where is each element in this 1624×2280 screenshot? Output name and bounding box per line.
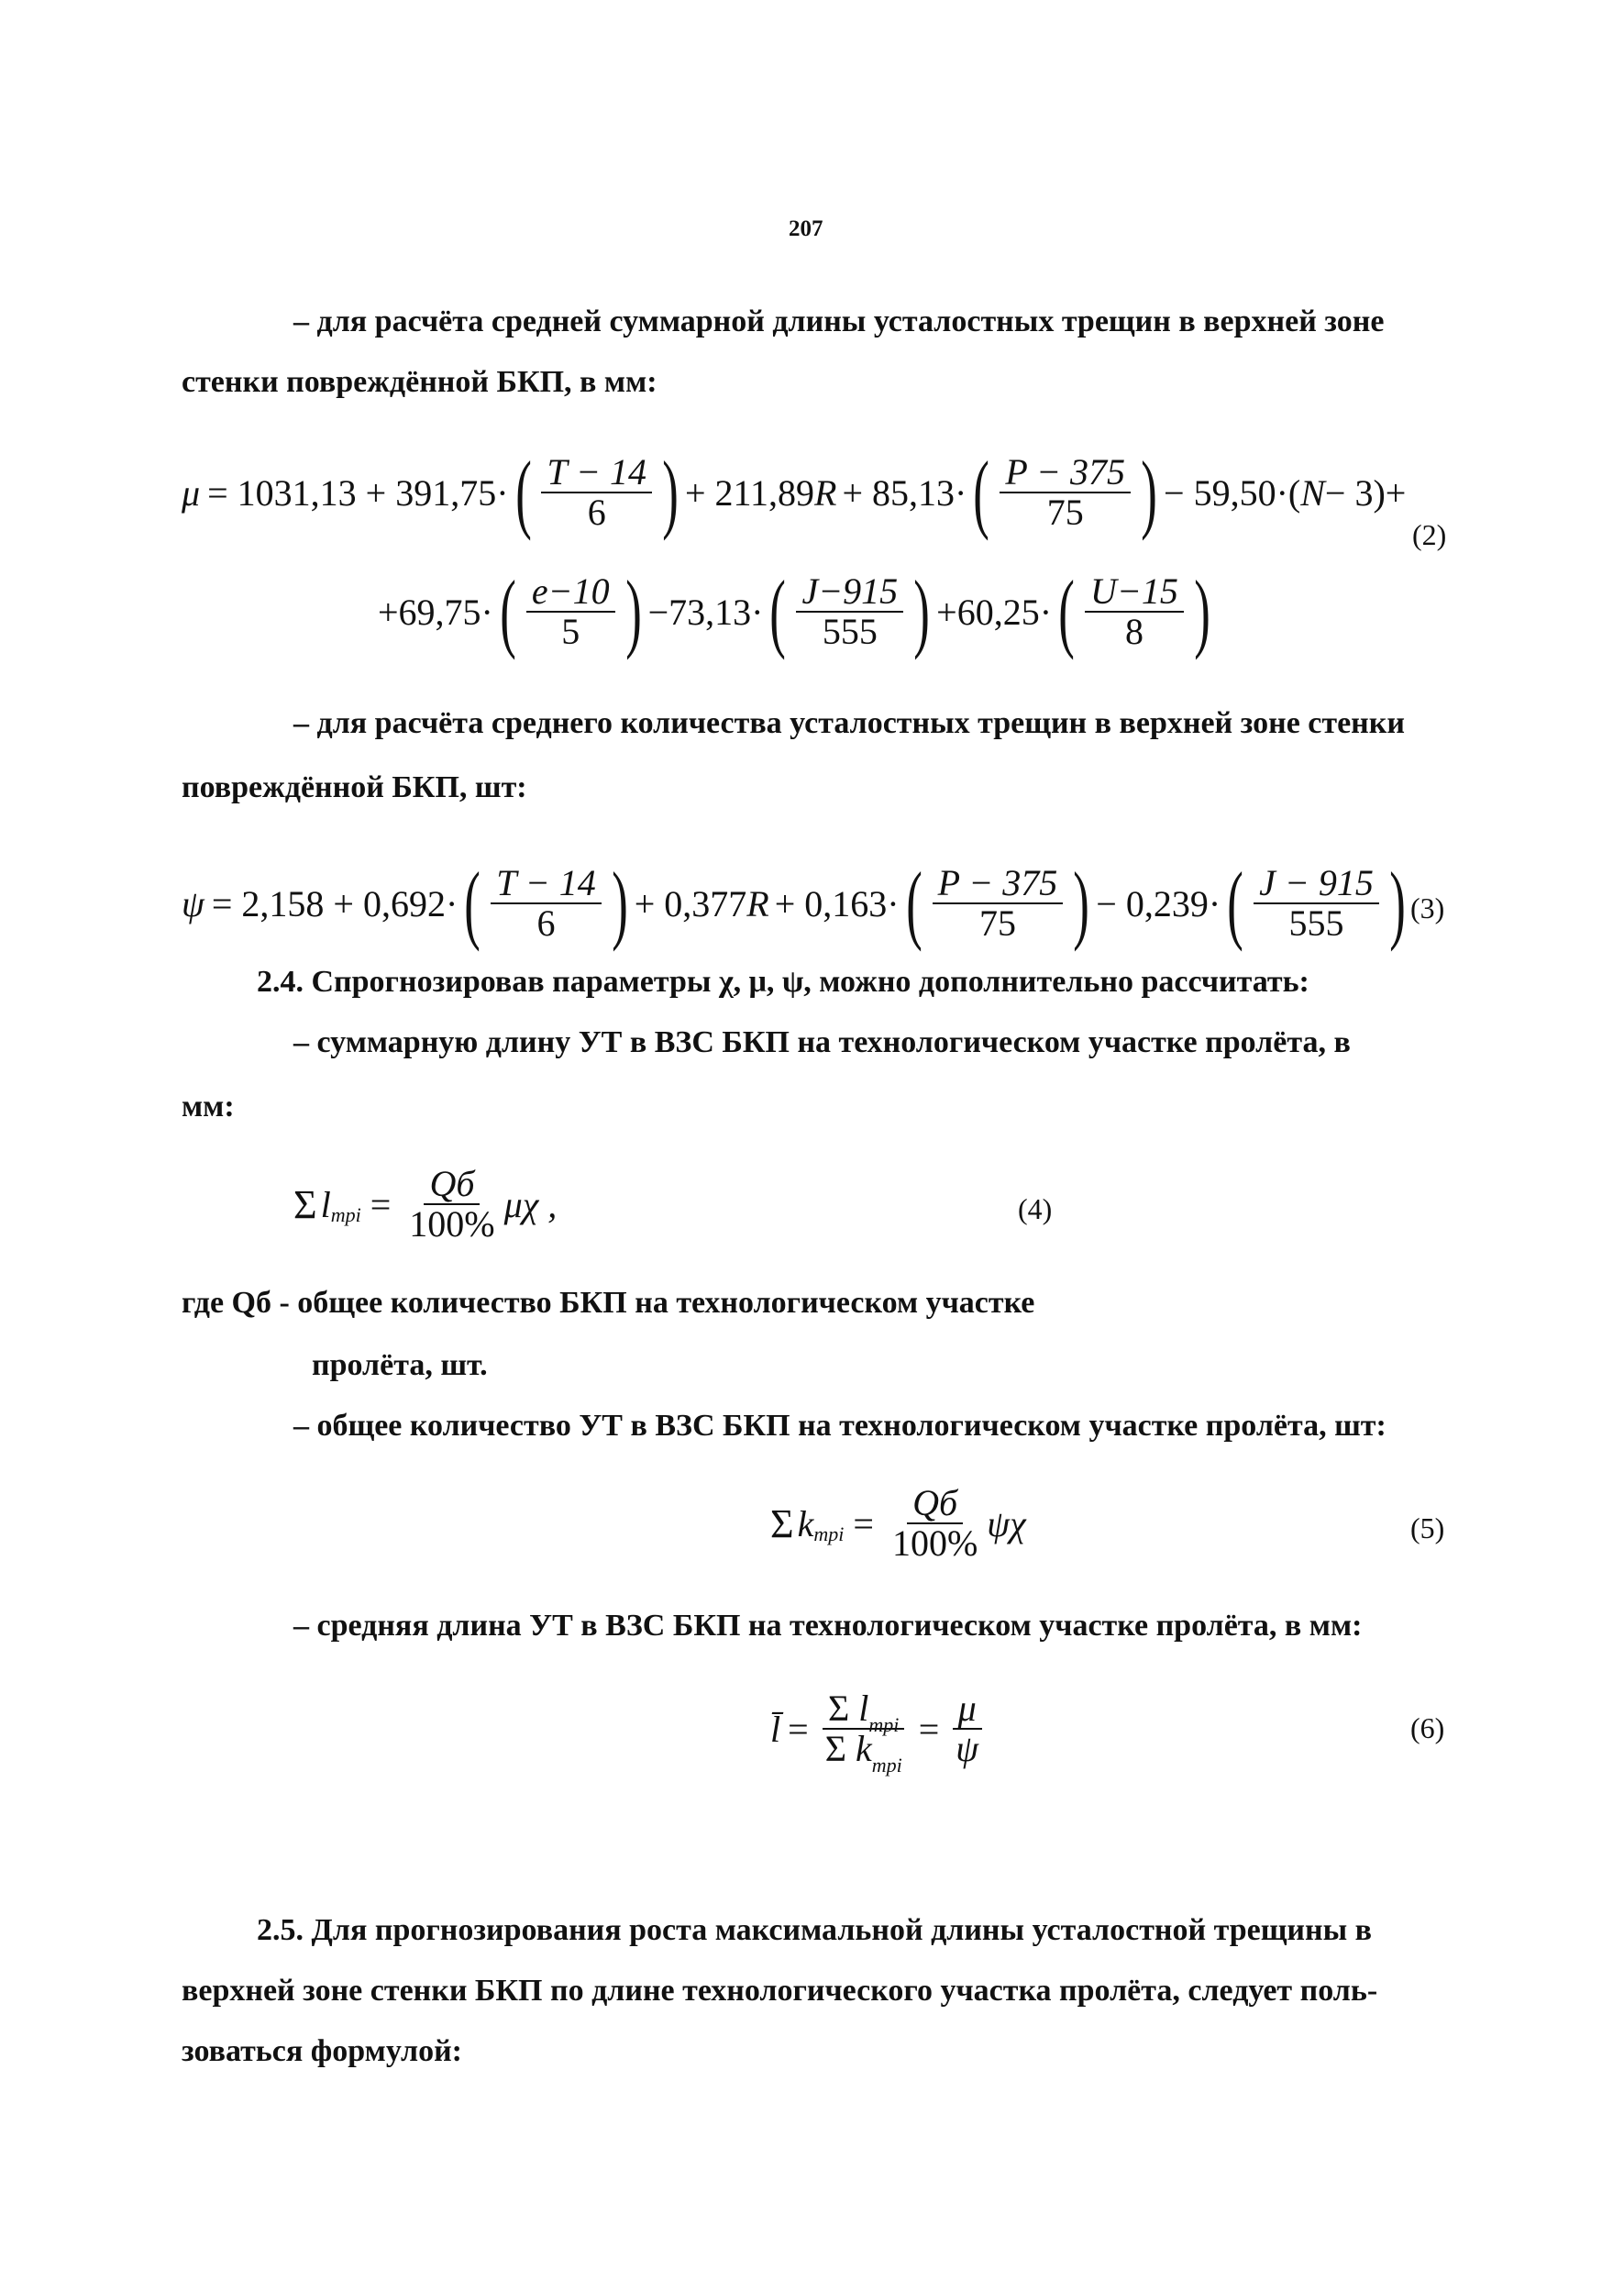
equation-5: Σ k трi = $\frac{Qб}{100\%}$ ψχ — [770, 1482, 1026, 1564]
eq2-fraction-3: $\frac{e-10}{5}$ — [526, 572, 615, 651]
paragraph-2-line-1: – для расчёта среднего количества усталостных трещин в верхней зоне стенки — [293, 706, 1405, 740]
page-number: 207 — [789, 216, 823, 241]
eq3-paren-1: ( $\frac{T - 14}{6}$ ) — [464, 854, 628, 952]
eq6-fraction-1: $\frac{\Sigma l_{трi}}{\Sigma k_{трi}}$ — [820, 1689, 908, 1768]
eq6-fraction-2: $\frac{\mu}{\psi}$ — [950, 1689, 984, 1768]
paragraph-4-line-2: мм: — [182, 1090, 235, 1123]
eq3-term-2: + 0,377 — [634, 882, 747, 924]
paragraph-3: 2.4. Спрогнозировав параметры χ, μ, ψ, можно дополнительно рассчитать: — [257, 965, 1309, 999]
eq2-paren-4: ( $\frac{J-915}{555}$ ) — [769, 562, 930, 660]
eq3-fraction-2: $\frac{P - 375}{75}$ — [933, 864, 1064, 943]
paragraph-1-line-1: – для расчёта средней суммарной длины усталостных трещин в верхней зоне — [293, 304, 1385, 338]
equation-2-line-1 — [182, 442, 1406, 543]
eq2-fraction-1: $\frac{T - 14}{6}$ — [541, 453, 652, 532]
eq2-paren-1: ( $\frac{T - 14}{6}$ ) — [514, 443, 679, 541]
paragraph-1-line-2: стенки повреждённой БКП, в мм: — [182, 365, 657, 399]
paragraph-7-line-3: зоваться формулой: — [182, 2034, 462, 2068]
eq4-fraction: $\frac{Qб}{100\%}$ — [409, 1163, 495, 1245]
eq3-term-3: + 0,163· — [774, 882, 900, 924]
eq2-term-1: = 1031,13 + 391,75· — [207, 471, 509, 514]
eq3-fraction-3: $\frac{J - 915}{555}$ — [1254, 864, 1379, 943]
eq2-term-3: + 85,13· — [842, 471, 967, 514]
paragraph-4-line-1: – суммарную длину УТ в ВЗС БКП на технологическом участке пролёта, в — [293, 1025, 1351, 1059]
equation-2-line-2 — [378, 561, 1217, 662]
eq2-term-5: +69,75· — [378, 591, 493, 633]
eq2-paren-3: ( $\frac{e-10}{5}$ ) — [500, 562, 642, 660]
equation-3-number: (3) — [1410, 891, 1445, 924]
where-line-1: где Qб - общее количество БКП на технологическом участке — [182, 1286, 1035, 1320]
equation-2-number: (2) — [1412, 518, 1447, 551]
eq3-fraction-1: $\frac{T - 14}{6}$ — [491, 864, 602, 943]
equation-6-number: (6) — [1410, 1711, 1445, 1744]
eq2-paren-5: ( $\frac{U-15}{8}$ ) — [1058, 562, 1210, 660]
paragraph-2-line-2: повреждённой БКП, шт: — [182, 770, 527, 804]
eq2-term-2: + 211,89 — [684, 471, 815, 514]
psi-symbol: ψ — [182, 882, 204, 924]
eq3-term-1: = 2,158 + 0,692· — [211, 882, 458, 924]
equation-3 — [182, 853, 1412, 954]
eq2-term-6: −73,13· — [647, 591, 764, 633]
mu-symbol: μ — [182, 471, 201, 514]
sigma-symbol: Σ — [293, 1181, 317, 1227]
eq3-paren-2: ( $\frac{P - 375}{75}$ ) — [905, 854, 1090, 952]
equation-6: l̄ = $\frac{\Sigma l_{трi}}{\Sigma k_{трi}}$ = $\frac{\mu}{\psi}$ — [770, 1669, 988, 1788]
equation-4-number: (4) — [1018, 1192, 1053, 1225]
eq2-paren-2: ( $\frac{P - 375}{75}$ ) — [973, 443, 1157, 541]
equation-5-number: (5) — [1410, 1511, 1445, 1544]
eq2-term-4-end: − 3)+ — [1324, 471, 1407, 514]
paragraph-7-line-1: 2.5. Для прогнозирования роста максимальной длины усталостной трещины в — [257, 1913, 1372, 1947]
eq2-term-7: +60,25· — [936, 591, 1053, 633]
equation-4: Σ l трi = $\frac{Qб}{100\%}$ μχ , — [293, 1163, 558, 1245]
paragraph-7-line-2: верхней зоне стенки БКП по длине технологического участка пролёта, следует поль- — [182, 1974, 1378, 2008]
eq2-var-n: N — [1300, 471, 1325, 514]
eq2-fraction-2: $\frac{P - 375}{75}$ — [1000, 453, 1131, 532]
eq2-var-r: R — [814, 471, 837, 514]
eq3-var-r: R — [746, 882, 769, 924]
eq3-paren-3: ( $\frac{J - 915}{555}$ ) — [1227, 854, 1406, 952]
eq2-fraction-4: $\frac{J-915}{555}$ — [796, 572, 903, 651]
eq2-fraction-5: $\frac{U-15}{8}$ — [1085, 572, 1184, 651]
paragraph-5: – общее количество УТ в ВЗС БКП на технологическом участке пролёта, шт: — [293, 1409, 1386, 1443]
paragraph-6: – средняя длина УТ в ВЗС БКП на технологическом участке пролёта, в мм: — [293, 1609, 1363, 1643]
eq3-term-4: − 0,239· — [1096, 882, 1221, 924]
eq2-term-4: − 59,50·( — [1164, 471, 1301, 514]
where-line-2: пролёта, шт. — [312, 1348, 488, 1382]
sigma-symbol: Σ — [770, 1500, 794, 1546]
eq5-fraction: $\frac{Qб}{100\%}$ — [891, 1482, 978, 1564]
